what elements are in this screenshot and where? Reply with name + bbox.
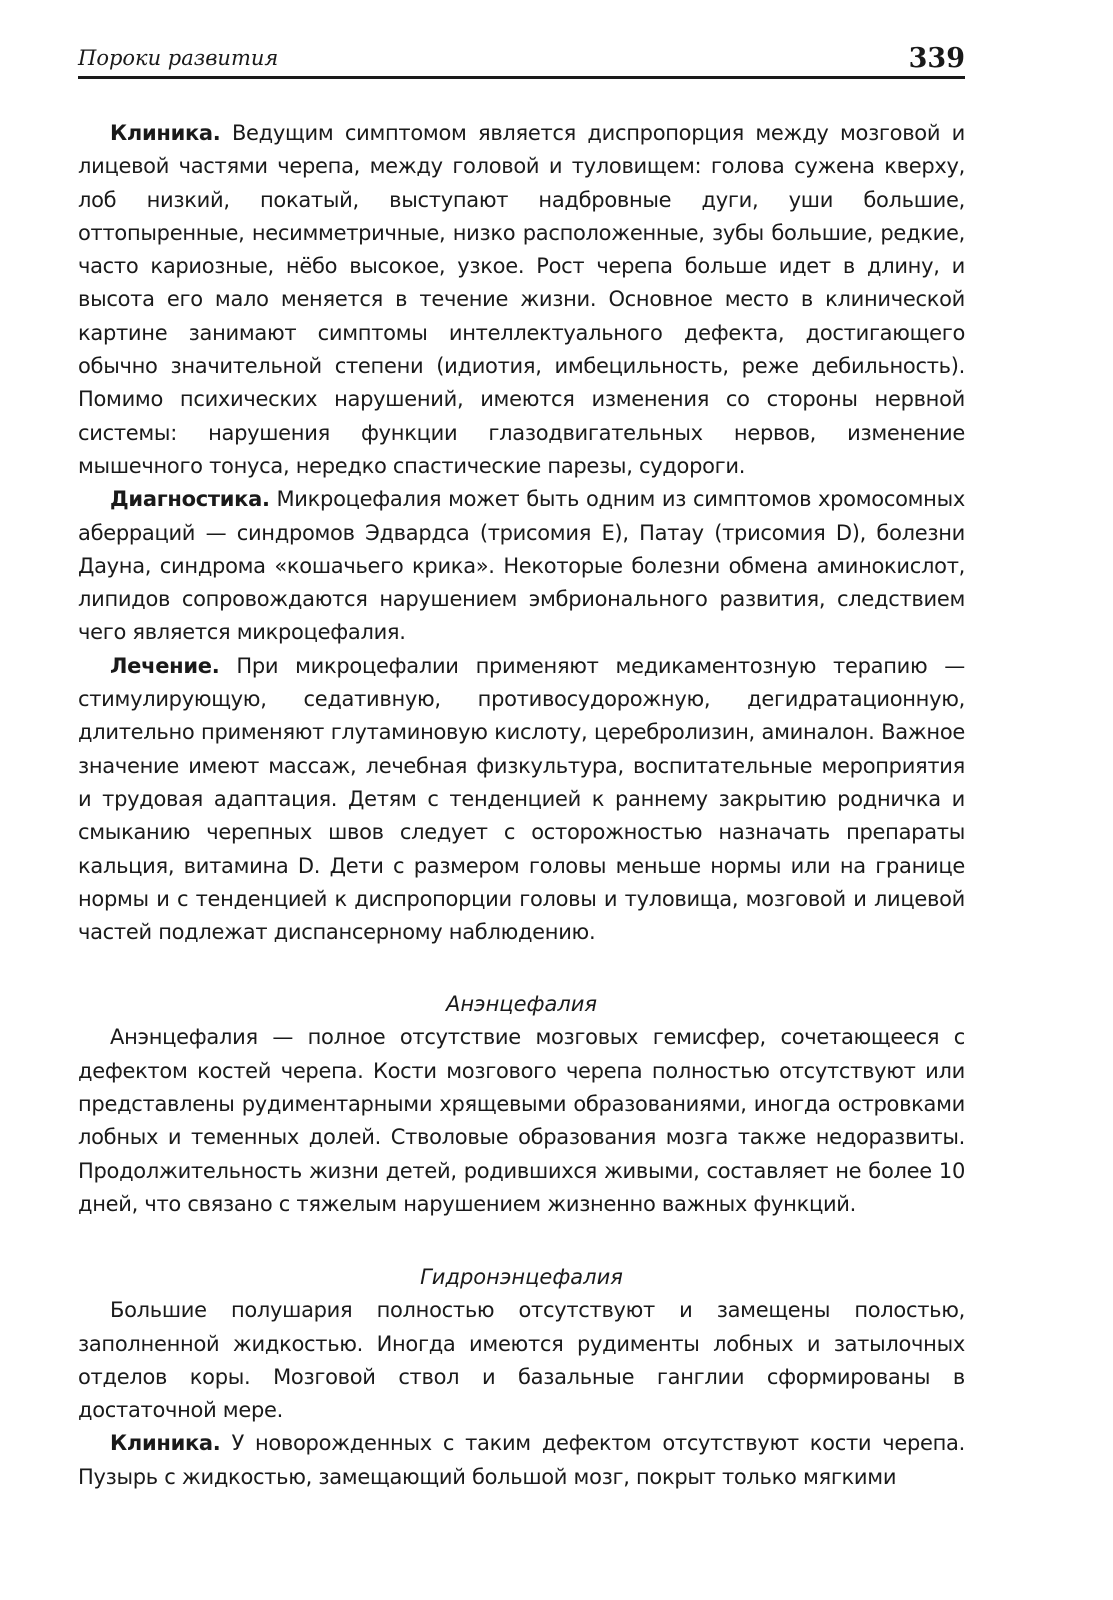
paragraph-text: Микроцефалия может быть одним из симптомов хромосомных аберраций — синдромов Эдвардса (трисомия E), Патау (трисомия D), болезни Дауна, синдрома «кошачьего крика». Некоторые болезни обмена аминокислот, липидов сопровождаются нарушением эмбрионального развития, следствием чего является микроцефалия.	[78, 487, 965, 645]
run-in-heading-diagnostics: Диагностика.	[110, 487, 270, 512]
run-in-heading-clinic-2: Клиника.	[110, 1431, 221, 1456]
paragraph-clinic-2	[78, 1427, 965, 1494]
body-text	[78, 117, 965, 1494]
paragraph-text: Ведущим симптомом является диспропорция между мозговой и лицевой частями черепа, между головой и туловищем: голова сужена кверху, лоб низкий, покатый, выступают надбровные дуги, уши большие, оттопыренные, несимметричные, низко расположенные, зубы большие, редкие, часто кариозные, нёбо высокое, узкое. Рост черепа больше идет в длину, и высота его мало меняется в течение жизни. Основное место в клинической картине занимают симптомы интеллектуального дефекта, достигающего обычно значительной степени (идиотия, имбецильность, реже дебильность). Помимо психических нарушений, имеются изменения со стороны нервной системы: нарушения функции глазодвигательных нервов, изменение мышечного тонуса, нередко спастические парезы, судороги.	[78, 121, 965, 478]
section-heading-anencephaly: Анэнцефалия	[445, 992, 598, 1017]
paragraph-treatment	[78, 650, 965, 950]
paragraph-text: У новорожденных с таким дефектом отсутствуют кости черепа. Пузырь с жидкостью, замещающий большой мозг, покрыт только мягкими	[78, 1431, 965, 1489]
running-head	[78, 38, 965, 79]
paragraph-text: При микроцефалии применяют медикаментозную терапию — стимулирующую, седативную, противосудорожную, дегидратационную, длительно применяют глутаминовую кислоту, церебролизин, аминалон. Важное значение имеют массаж, лечебная физкультура, воспитательные мероприятия и трудовая адаптация. Детям с тенденцией к раннему закрытию родничка и смыканию черепных швов следует с осторожностью назначать препараты кальция, витамина D. Дети с размером головы меньше нормы или на границе нормы и с тенденцией к диспропорции головы и туловища, мозговой и лицевой частей подлежат диспансерному наблюдению.	[78, 653, 965, 945]
section-heading-hydranencephaly: Гидронэнцефалия	[420, 1265, 623, 1290]
paragraph-anencephaly: Анэнцефалия — полное отсутствие мозговых гемисфер, сочетающееся с дефектом костей черепа. Кости мозгового черепа полностью отсутствуют или представлены рудиментарными хрящевыми образованиями, иногда островками лобных и теменных долей. Стволовые образования мозга также недоразвиты. Продолжительность жизни детей, родившихся живыми, составляет не более 10 дней, что связано с тяжелым нарушением жизненно важных функций.	[78, 1025, 965, 1216]
paragraph-hydranencephaly: Большие полушария полностью отсутствуют и замещены полостью, заполненной жидкостью. Иногда имеются рудименты лобных и затылочных отделов коры. Мозговой ствол и базальные ганглии сформированы в достаточной мере.	[78, 1298, 965, 1423]
running-title: Пороки развития	[78, 46, 279, 70]
paragraph-diagnostics	[78, 483, 965, 649]
paragraph-clinic	[78, 117, 965, 483]
run-in-heading-clinic: Клиника.	[110, 121, 221, 145]
run-in-heading-treatment: Лечение.	[110, 653, 220, 678]
page-number: 339	[908, 43, 965, 74]
